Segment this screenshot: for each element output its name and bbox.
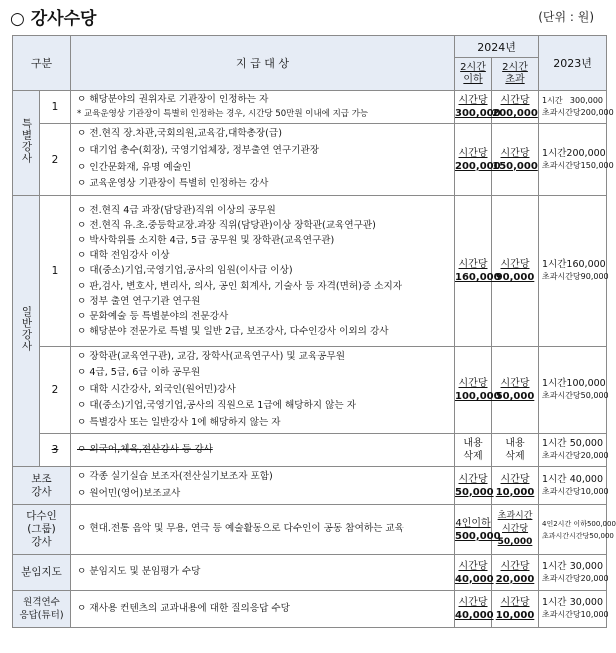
- fee-within-2h: 시간당 100,000: [455, 347, 492, 434]
- list-item: ㅇ 특별강사 또는 일반강사 1에 해당하지 않는 자: [77, 416, 281, 428]
- header-2023: 2023년: [539, 36, 607, 91]
- fee-over-2h: 시간당 10,000: [492, 591, 539, 628]
- list-item: ㅇ 대기업 총수(회장), 국영기업체장, 정부출연 연구기관장: [77, 144, 320, 156]
- list-item: ㅇ 전.현직 장.차관,국회의원,교육감,대학총장(급): [77, 128, 282, 140]
- fee-over-2h: 시간당 200,000: [492, 91, 539, 124]
- list-item: ㅇ 전.현직 4급 과장(담당관)직위 이상의 공무원: [77, 204, 276, 216]
- fee-2023: 1시간 30,000 초과시간당 20,000: [539, 555, 607, 591]
- list-item: ㅇ 대학 시간강사, 외국인(원어민)강사: [77, 383, 236, 395]
- list-item: ㅇ 장학관(교육연구관), 교감, 장학사(교육연구사) 및 교육공무원: [77, 350, 346, 362]
- fee-over-2h: 초과시간 시간당 50,000: [492, 505, 539, 555]
- row-target: [71, 196, 455, 347]
- fee-2023: 1시간 50,000 초과시간당 20,000: [539, 434, 607, 467]
- row-number: 2: [40, 347, 71, 434]
- fee-within-2h: 4인이하 500,000: [455, 505, 492, 555]
- table-row: [13, 196, 607, 347]
- section-title: ○ 강사수당: [10, 9, 97, 29]
- fee-within-2h: 시간당 300,000: [455, 91, 492, 124]
- list-item: ㅇ 대(중소)기업,국영기업,공사의 직원으로 1급에 해당하지 않는 자: [77, 400, 356, 412]
- fee-2023: 4인2시간 이하 500,000 초과시간시간당 50,000: [539, 505, 607, 555]
- fee-2023: 1시간 100,000 초과시간당 50,000: [539, 347, 607, 434]
- list-item: ㅇ 현대.전통 음악 및 무용, 연극 등 예술활동으로 다수인이 공동 참여하는 교육: [77, 523, 404, 535]
- header-within-2h: 2시간 이하: [455, 58, 492, 91]
- fee-over-2h: 시간당 10,000: [492, 467, 539, 505]
- list-item: ㅇ 분임지도 및 분임평가 수당: [77, 566, 201, 578]
- fee-over-2h: 내용 삭제: [492, 434, 539, 467]
- fee-2023: 1시간 300,000 초과시간당 200,000: [539, 91, 607, 124]
- fee-within-2h: 시간당 40,000: [455, 555, 492, 591]
- list-item: ㅇ 문화예술 등 특별분야의 전문강사: [77, 311, 229, 322]
- header-2024: 2024년: [455, 36, 539, 58]
- unit-label: (단위 : 원): [538, 10, 594, 24]
- list-item: ㅇ 대(중소)기업,국영기업,공사의 임원(이사급 이상): [77, 265, 293, 277]
- row-target: [71, 434, 455, 467]
- list-item: ㅇ 4급, 5급, 6급 이하 공무원: [77, 367, 201, 379]
- fee-over-2h: 시간당 90,000: [492, 196, 539, 347]
- lecturer-fee-table: [12, 35, 616, 628]
- list-item: ㅇ 박사학위를 소지한 4급, 5급 공무원 및 장학관(교육연구관): [77, 234, 335, 246]
- section-remote: 원격연수 응답(튜터): [13, 591, 71, 628]
- row-number: 1: [40, 91, 71, 124]
- fee-over-2h: 시간당 20,000: [492, 555, 539, 591]
- table-row: [13, 467, 607, 505]
- table-row: [13, 505, 607, 555]
- row-number: 3: [40, 434, 71, 467]
- list-item: ㅇ 각종 실기실습 보조자(전산실기보조자 포함): [77, 470, 273, 482]
- list-item: ㅇ 해당분야의 권위자로 기관장이 인정하는 자: [77, 94, 269, 105]
- section-branch: 분임지도: [13, 555, 71, 591]
- fee-within-2h: 시간당 200,000: [455, 124, 492, 196]
- row-target: [71, 91, 455, 124]
- table-row: [13, 591, 607, 628]
- fee-2023: 1시간 200,000 초과시간당 150,000: [539, 124, 607, 196]
- list-item: ㅇ 정부 출연 연구기관 연구원: [77, 295, 201, 307]
- list-item: ㅇ 대학 전임강사 이상: [77, 250, 170, 262]
- list-item: ㅇ 원어민(영어)보조교사: [77, 487, 181, 499]
- section-special: 특별강사: [20, 118, 33, 164]
- table-row: [13, 91, 607, 124]
- row-target: [71, 124, 455, 196]
- row-target: [71, 347, 455, 434]
- fee-2023: 1시간 30,000 초과시간당 10,000: [539, 591, 607, 628]
- section-general: 일반강사: [20, 306, 33, 352]
- fee-over-2h: 시간당 50,000: [492, 347, 539, 434]
- row-number: 2: [40, 124, 71, 196]
- row-target: [71, 591, 455, 628]
- section-assist: 보조 강사: [13, 467, 71, 505]
- row-target: [71, 555, 455, 591]
- list-item: ㅇ 교육운영상 기관장이 특별히 인정하는 강사: [77, 178, 269, 190]
- fee-2023: 1시간 40,000 초과시간당 10,000: [539, 467, 607, 505]
- table-row: [13, 124, 607, 196]
- fee-2023: 1시간 160,000 초과시간당 90,000: [539, 196, 607, 347]
- section-group: 다수인 (그룹) 강사: [13, 505, 71, 555]
- row-number: 1: [40, 196, 71, 347]
- fee-within-2h: 시간당 160,000: [455, 196, 492, 347]
- list-item: ㅇ 판,검사, 변호사, 변리사, 의사, 공인 회계사, 기술사 등 자격(면허)증 소지자: [77, 280, 403, 292]
- header-over-2h: 2시간 초과: [492, 58, 539, 91]
- fee-within-2h: 내용 삭제: [455, 434, 492, 467]
- header-target: 지 급 대 상: [71, 36, 455, 91]
- row-target: [71, 467, 455, 505]
- list-item: ㅇ 재사용 컨텐츠의 교과내용에 대한 질의응답 수당: [77, 602, 290, 614]
- fee-within-2h: 시간당 50,000: [455, 467, 492, 505]
- fee-within-2h: 시간당 40,000: [455, 591, 492, 628]
- fee-over-2h: 시간당 150,000: [492, 124, 539, 196]
- table-row: [13, 555, 607, 591]
- table-row: [13, 434, 607, 467]
- table-row: [13, 347, 607, 434]
- header-gubun: 구분: [13, 36, 71, 91]
- list-item: * 교육운영상 기관장이 특별히 인정하는 경우, 시간당 50만원 이내에 지급 가능: [77, 109, 369, 119]
- list-item: ㅇ 해당분야 전문가로 특별 및 일반 2급, 보조강사, 다수인강사 이외의 강사: [77, 326, 389, 338]
- row-target: [71, 505, 455, 555]
- list-item: ㅇ 전.현직 유.초.중등학교장.과장 직위(담당관)이상 장학관(교육연구관): [77, 219, 376, 231]
- list-item: ㅇ 인간문화재, 유명 예술인: [77, 161, 192, 173]
- list-item: ㅇ 외국어,체육,전산강사 등 강사: [77, 443, 213, 455]
